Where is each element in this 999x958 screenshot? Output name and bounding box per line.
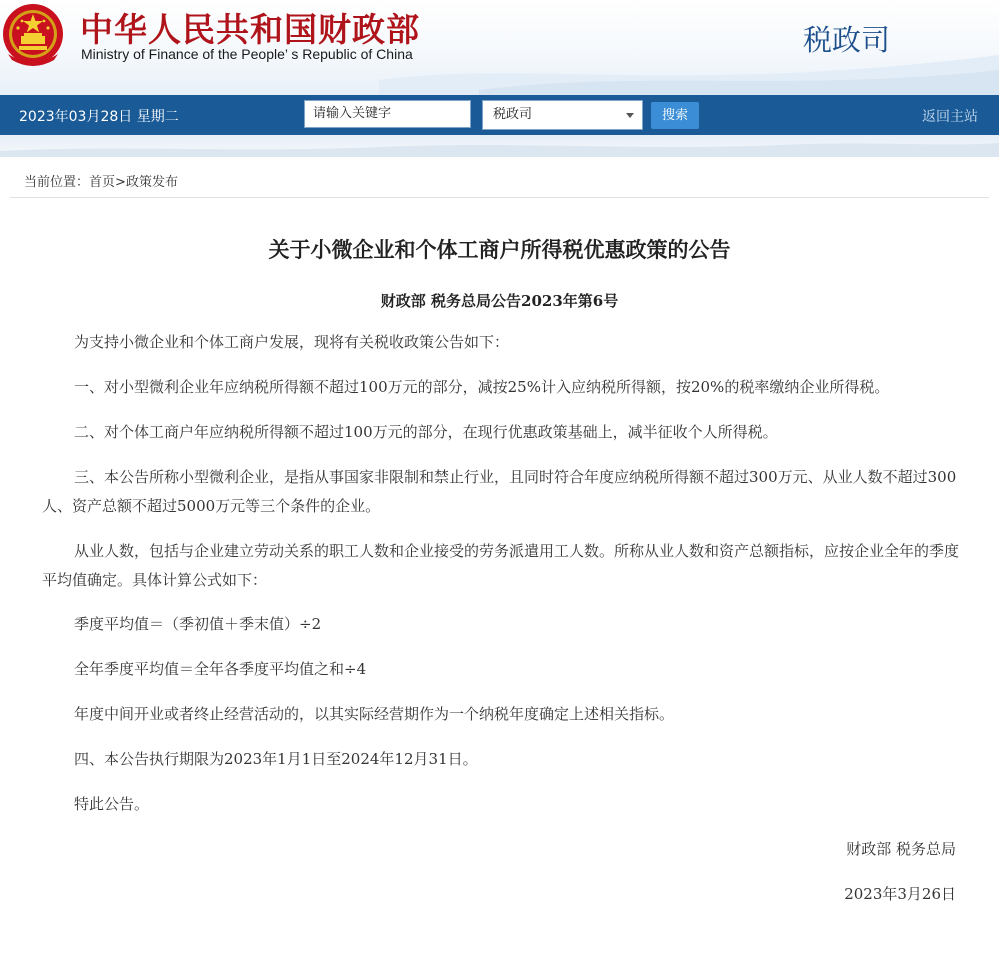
search-button[interactable]: 搜索 [651,102,699,129]
article-paragraph: 为支持小微企业和个体工商户发展，现将有关税收政策公告如下： [74,333,510,351]
header-decoration [379,0,999,95]
article-paragraph: 三、本公告所称小型微利企业，是指从事国家非限制和禁止行业，且同时符合年度应纳税所得额不超过300万元、从业人数不超过300人、资产总额不超过5000万元等三个条件的企业。 [42,468,957,515]
skyline-decoration [0,135,999,157]
site-title-english: Ministry of Finance of the People’ s Republic of China [81,46,413,62]
breadcrumb-policy-link[interactable]: 政策发布 [125,175,178,190]
site-header [0,0,999,95]
department-name: 税政司 [803,23,891,57]
search-input[interactable]: 请输入关键字 [304,100,471,128]
formula-annual-average: 全年季度平均值＝全年各季度平均值之和÷4 [74,660,367,678]
signature-date: 2023年3月26日 [844,885,956,903]
signature-issuer: 财政部 税务总局 [846,840,956,858]
nav-bar [0,95,999,135]
document-number: 财政部 税务总局公告2023年第6号 [380,292,619,310]
decorative-strip [0,135,999,157]
national-emblem-icon [0,0,66,68]
article-closing: 特此公告。 [74,795,150,813]
article-paragraph: 二、对个体工商户年应纳税所得额不超过100万元的部分，在现行优惠政策基础上，减半征收个人所得税。 [74,423,778,441]
article-title: 关于小微企业和个体工商户所得税优惠政策的公告 [268,238,731,262]
breadcrumb-home-link[interactable]: 首页 [89,175,116,190]
breadcrumb [10,160,989,198]
article-paragraph: 年度中间开业或者终止经营活动的，以其实际经营期作为一个纳税年度确定上述相关指标。 [74,705,675,723]
breadcrumb-separator: > [115,175,126,190]
department-select-value: 税政司 [493,107,533,122]
formula-quarterly-average: 季度平均值＝（季初值＋季末值）÷2 [74,615,322,633]
current-date: 2023年03月28日 星期二 [19,109,179,125]
chevron-down-icon [626,113,634,118]
article-paragraph: 一、对小型微利企业年应纳税所得额不超过100万元的部分，减按25%计入应纳税所得额，按20%的税率缴纳企业所得税。 [74,378,890,396]
return-home-link[interactable]: 返回主站 [922,109,978,125]
department-select[interactable] [482,100,643,130]
article-paragraph: 从业人数，包括与企业建立劳动关系的职工人数和企业接受的劳务派遣用工人数。所称从业人数和资产总额指标，应按企业全年的季度平均值确定。具体计算公式如下： [42,542,960,589]
site-title-chinese: 中华人民共和国财政部 [80,10,420,49]
article-paragraph: 四、本公告执行期限为2023年1月1日至2024年12月31日。 [74,750,478,768]
breadcrumb-prefix: 当前位置： [24,175,90,190]
